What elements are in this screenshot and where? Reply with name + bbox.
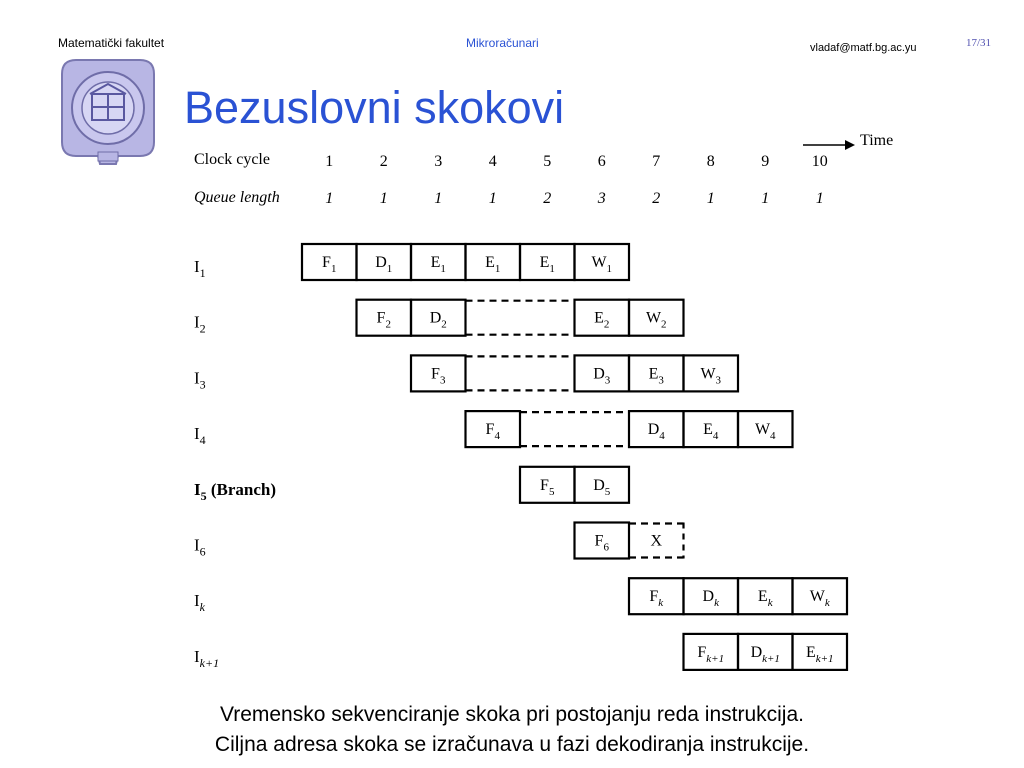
instruction-label: $I_4$ — [194, 424, 206, 448]
pipeline-stage-label: $W_4$ — [754, 421, 776, 443]
clock-cycle-number: 2 — [379, 153, 388, 170]
pipeline-stage-label: $E_1$ — [485, 254, 501, 275]
pipeline-stage-label: X — [650, 532, 663, 550]
instruction-label: $I_3$ — [194, 368, 206, 392]
instruction-label: $I_2$ — [194, 312, 206, 336]
clock-cycle-numbers — [325, 153, 828, 170]
pipeline-stage-label: $F_6$ — [594, 532, 609, 554]
pipeline-stage-label: $F_k$ — [649, 588, 664, 610]
pipeline-stage-label: $W_2$ — [645, 309, 667, 331]
queue-length-label: Queue length — [194, 189, 280, 206]
clock-cycle-number: 6 — [597, 153, 606, 170]
pipeline-stage-label: $E_3$ — [648, 365, 664, 387]
pipeline-stage-label: $F_1$ — [322, 254, 337, 275]
pipeline-stage-label: $E_k$ — [757, 588, 773, 610]
pipeline-stage-label: $F_{k+1}$ — [697, 643, 725, 665]
time-label: Time — [860, 132, 894, 149]
clock-cycle-number: 5 — [543, 153, 552, 170]
queue-length-value: 1 — [434, 190, 443, 207]
pipeline-stage-label: $E_2$ — [594, 309, 610, 331]
pipeline-stage-label: $D_3$ — [593, 365, 611, 387]
course-name: Mikroračunari — [466, 36, 539, 50]
pipeline-stage-label: $E_1$ — [430, 254, 446, 275]
queue-length-value: 2 — [652, 190, 661, 207]
clock-cycle-number: 1 — [325, 153, 334, 170]
caption-line-1: Vremensko sekvenciranje skoka pri postojanju reda instrukcija. — [219, 703, 804, 726]
caption-line-2: Ciljna adresa skoka se izračunava u fazi dekodiranja instrukcije. — [214, 733, 810, 756]
author-email: vladaf@matf.bg.ac.yu — [810, 42, 917, 54]
queue-length-value: 1 — [761, 190, 770, 207]
time-arrow-head — [845, 140, 855, 150]
queue-length-value: 1 — [379, 190, 388, 207]
pipeline-stage-label: $F_4$ — [485, 421, 500, 443]
pipeline-stage-label: $F_3$ — [431, 365, 446, 387]
pipeline-stage-label: $W_k$ — [809, 588, 830, 610]
page-number: 17/31 — [966, 37, 992, 49]
queue-length-value: 2 — [543, 190, 552, 207]
pipeline-stage-label: $D_2$ — [429, 309, 447, 331]
clock-cycle-label: Clock cycle — [194, 151, 270, 168]
faculty-name: Matematički fakultet — [58, 36, 165, 50]
queue-length-value: 1 — [325, 190, 334, 207]
pipeline-stage-label: $E_{k+1}$ — [805, 643, 834, 665]
queue-length-value: 1 — [488, 190, 497, 207]
pipeline-stage-label: $E_1$ — [539, 254, 555, 275]
pipeline-stage-label: $D_k$ — [702, 588, 719, 610]
pipeline-stage-label: $W_1$ — [591, 254, 613, 275]
pipeline-stage-label: $D_5$ — [593, 476, 611, 498]
slide-title: Bezuslovni skokovi — [184, 82, 565, 133]
instruction-label: $I_6$ — [194, 535, 206, 559]
clock-cycle-number: 8 — [706, 153, 715, 170]
pipeline-stage-label: $D_1$ — [375, 254, 393, 275]
pipeline-stage-label: $E_4$ — [703, 421, 719, 443]
clock-cycle-number: 3 — [434, 153, 443, 170]
clock-cycle-number: 7 — [652, 153, 661, 170]
queue-length-value: 1 — [815, 190, 824, 207]
instruction-label: $I_{k+1}$ — [194, 646, 220, 670]
instruction-label: $I_5$ (Branch) — [194, 479, 277, 503]
pipeline-stage-label: $D_{k+1}$ — [750, 643, 780, 665]
instruction-label: $I_1$ — [194, 257, 206, 280]
queue-length-value: 1 — [706, 190, 715, 207]
instruction-label: $I_k$ — [194, 591, 205, 615]
queue-length-value: 3 — [597, 190, 606, 207]
pipeline-stage-label: $W_3$ — [700, 365, 722, 387]
pipeline-stage-label: $F_5$ — [540, 476, 555, 498]
clock-cycle-number: 9 — [761, 153, 770, 170]
pipeline-stage-cells — [302, 244, 847, 670]
slide-caption — [0, 700, 1024, 760]
clock-cycle-number: 4 — [488, 153, 497, 170]
pipeline-stage-label: $F_2$ — [376, 309, 391, 331]
clock-cycle-number: 10 — [811, 153, 828, 170]
pipeline-stage-label: $D_4$ — [647, 421, 665, 443]
instruction-labels — [194, 257, 276, 670]
queue-length-values — [325, 190, 824, 207]
